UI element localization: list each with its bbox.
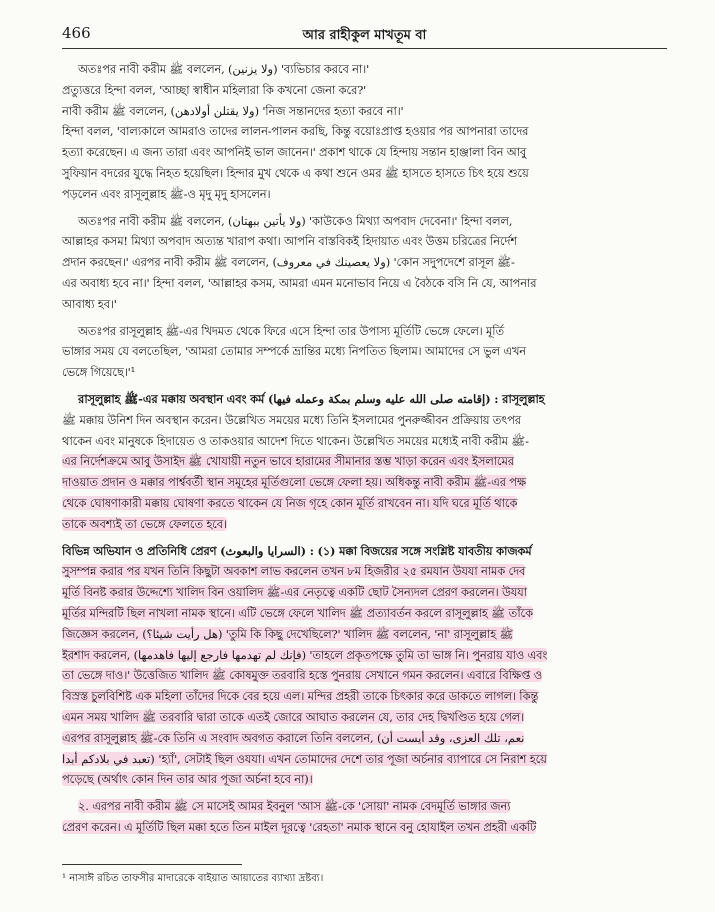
text-line: [62, 769, 667, 790]
text-line: [62, 211, 667, 232]
highlighted-text: জিজ্ঞেস করলেন, (هل رأيت شيئا؟) 'তুমি কি কিছু দেখেছিলে?' খালিদ ﷺ বললেন, 'না' রাসূলুল্লাহ ﷺ: [62, 626, 514, 641]
text-line: [62, 645, 667, 666]
highlighted-text: বিস্রস্ত চুলবিশিষ্ট এক মহিলা তাঁদের দিকে বের হয়ে এল। মন্দির প্রহরী তাকে চিৎকার করে ডাকতে লাগল। কিন্তু: [62, 689, 539, 704]
text-line: [62, 665, 667, 686]
line-text: আবাধ্য হব।': [62, 296, 117, 311]
highlighted-text: تعبد في بلادكم أبدا) 'হ্যাঁ', সেটাই ছিল ওযযা। এখন তোমাদের দেশে তার পূজা অর্চনার ব্যাপারে সে নিরাশ হয়ে: [62, 751, 547, 766]
line-text: হিন্দা বলল, 'বাল্যকালে আমরাও তাদের লালন-পালন করছি, কিন্তু বয়োঃপ্রাপ্ত হওয়ার পর আপনারা তাদের: [62, 124, 529, 139]
text-line: [62, 163, 667, 184]
line-text: অতঃপর নাবী করীম ﷺ বললেন, (ولا يزنين) 'ব্যভিচার করবে না।': [78, 62, 370, 76]
line-text: বিভিন্ন অভিযান ও প্রতিনিধি প্রেরণ (السرايا والبعوث) : (১) মক্কা বিজয়ের সঙ্গে সংশ্লিষ্ট যাবতীয় কাজকর্ম: [62, 543, 532, 558]
text-line: [62, 431, 667, 452]
text-line: [62, 142, 667, 163]
highlighted-text: ২. এরপর নাবী করীম ﷺ সে মাসেই আমর ইবনুল 'আস ﷺ-কে 'সোয়া' নামক বেদমূর্তি ভাঙ্গার জন্য: [78, 799, 511, 814]
text-line: [62, 410, 667, 431]
text-line: [62, 582, 667, 603]
highlighted-text: মূর্তি বিনষ্ট করার উদ্দেশ্যে খালিদ বিন ওয়ালিদ ﷺ-এর নেতৃত্বে একটি ছোট সৈন্যদল প্রেরণ করলেন। উযযা: [62, 585, 527, 600]
highlighted-text: তাকে অবশ্যই তা ভেঙ্গে ফেলতে হবে।: [62, 516, 227, 531]
header-rule: [62, 48, 667, 49]
line-text: ﷺ মক্কায় উনিশ দিন অবস্থান করেন। উল্লেখিত সময়ের মধ্যে তিনি ইসলামের পুনরুজ্জীবন প্রক্রিয়ায় তৎপর: [62, 412, 521, 427]
line-text: প্রত্যুত্তরে হিন্দা বলল, 'আচ্ছা স্বাধীন মহিলারা কি কখনো জেনা করে?': [62, 82, 367, 97]
text-line: [62, 184, 667, 205]
text-line: [62, 686, 667, 707]
line-text: এর অবাধ্য হবে না।' হিন্দা বলল, 'আল্লাহর কসম, আমরা এমন মনোভাব নিয়ে এ বৈঠকে বসি নি যে, আপনার: [62, 275, 537, 290]
text-line: [62, 389, 667, 410]
text-line: [62, 121, 667, 142]
highlighted-text: দাওয়াত প্রদান ও মক্কার পার্শ্ববর্তী স্থান সমূহের মূর্তিগুলো ভেঙ্গে ফেলা হয়। অধিকন্তু নাবী করীম ﷺ-এর পক্ষ: [62, 475, 527, 490]
text-line: [62, 796, 667, 817]
text-line: [62, 603, 667, 624]
highlighted-text: সুসম্পন্ন করার পর যখন তিনি কিছুটা অবকাশ লাভ করলেন তখন ৮ম হিজরীর ২৫ রমযান উযযা নামক দেব: [62, 564, 526, 579]
highlighted-text: মূর্তির মন্দিরটি ছিল নাখলা নামক স্থানে। এটি ভেঙ্গে ফেলে খালিদ ﷺ প্রত্যাবর্তন করলে রাসূলুল্লাহ ﷺ তাঁকে: [62, 605, 533, 620]
highlighted-text: ইরশাদ করলেন, (فإنك لم تهدمها فارجع إليها فاهدمها) 'তাহলে প্রকৃতপক্ষে তুমি তা ভাঙ্গ নি। পুনরায় যাও এবং: [62, 647, 548, 662]
text-line: [62, 341, 667, 362]
text-line: [62, 59, 667, 80]
highlighted-text: পড়েছে (অর্থাৎ কোন দিন তার আর পূজা অর্চনা হবে না)।: [62, 772, 313, 787]
text-line: [62, 728, 667, 749]
page-header: [62, 20, 667, 46]
text-line: [62, 514, 667, 535]
text-line: [62, 451, 667, 472]
highlighted-text: থেকে ঘোষণাকারী মক্কায় ঘোষণা করতে থাকেন যে নিজ গৃহে কোন মূর্তি রাখবেন না। যদি ঘরে মূর্তি থাকে: [62, 495, 518, 510]
highlighted-text: এমন সময় খালিদ ﷺ তরবারি দ্বারা তাকে এতই জোরে আঘাত করলেন যে, তার দেহ দ্বিখণ্ডিত হয়ে গেল।: [62, 709, 525, 724]
running-head: আর রাহীকুল মাখতূম বা: [302, 28, 427, 43]
page-number: 466: [62, 24, 91, 42]
text-line: [62, 273, 667, 294]
text-line: [62, 493, 667, 514]
line-text: আল্লাহর কসম! মিথ্যা অপবাদ অত্যন্ত খারাপ কথা। আপনি বাস্তবিকই হিদায়াত এবং উত্তম চরিত্রের নির্দেশ: [62, 234, 517, 249]
text-line: [62, 472, 667, 493]
line-text: রাসূলুল্লাহ ﷺ-এর মক্কায় অবস্থান এবং কর্ম (إقامته صلى الله عليه وسلم بمكة وعمله فيها) : রাসূলুল্লাহ: [78, 391, 545, 406]
text-line: [62, 101, 667, 122]
line-text: হত্যা করেছেন। এ জন্য তারা এবং আপনিই ভাল জানেন।' প্রকাশ থাকে যে হিন্দায় সন্তান হাঞ্জালা বিন আবু: [62, 145, 527, 160]
line-text: প্রদান করছেন।' এরপর নাবী করীম ﷺ বললেন, (ولا يعصينك في معروف) 'কোন সদুপদেশে রাসূল ﷺ-: [62, 255, 515, 270]
footnote-rule: [62, 864, 242, 865]
line-text: অতঃপর রাসূলুল্লাহ ﷺ-এর খিদমত থেকে ফিরে এসে হিন্দা তার উপাস্য মূর্তিটি ভেঙ্গে ফেলে। মূর্তি: [78, 323, 504, 338]
text-line: [62, 749, 667, 770]
text-line: [62, 707, 667, 728]
highlighted-text: এর নির্দেশক্রমে আবু উসাইদ ﷺ খোযায়ী নতুন ভাবে হারামের সীমানার স্তম্ভ খাড়া করেন এবং ইসলামের: [62, 454, 514, 469]
line-text: সুফিয়ান বদরের যুদ্ধে নিহত হয়েছিল। হিন্দার মুখ থেকে এ কথা শুনে ওমর ﷺ হাসতে হাসতে চিৎ হয়ে শুয়ে: [62, 165, 529, 180]
text-line: [62, 321, 667, 342]
footnote: ¹ নাসাঈ রচিত তাফসীর মাদারেকে বাইয়াত আয়াতের ব্যাখ্যা দ্রষ্টব্য।: [62, 872, 324, 884]
line-text: থাকেন এবং মানুষকে হিদায়েত ও তাকওয়ার আদেশ দিতে থাকেন। উল্লেখিত সময়ের মধ্যেই নাবী করীম ﷺ-: [62, 433, 530, 448]
line-text: পড়লেন এবং রাসূলুল্লাহ ﷺ-ও মৃদু মৃদু হাসলেন।: [62, 186, 271, 201]
line-text: অতঃপর নাবী করীম ﷺ বললেন, (ولا يأتين ببهتان) 'কাউকেও মিথ্যা অপবাদ দেবেনা।' হিন্দা বলল,: [78, 213, 513, 228]
text-line: [62, 294, 667, 315]
highlighted-text: প্রেরণ করেন। এ মূর্তিটি ছিল মক্কা হতে তিন মাইল দূরত্বে 'রেহতা' নমাক স্থানে বনু হোযাইল তখন প্রহরী একটি: [62, 819, 537, 834]
line-text: ভাঙ্গার সময় যে বলতেছিল, 'আমরা তোমার সম্পর্কে ভ্রান্তির মধ্যে নিপতিত ছিলাম। আমাদের সে ভুল এখন: [62, 344, 526, 359]
text-line: [62, 817, 667, 838]
text-line: [62, 541, 667, 562]
text-line: [62, 80, 667, 101]
text-line: [62, 624, 667, 645]
body-text: [62, 59, 667, 838]
text-line: [62, 231, 667, 252]
highlighted-text: এরপর রাসূলুল্লাহ ﷺ-কে তিনি এ সংবাদ অবগত করালে তিনি বললেন, (نعم، تلك العزى، وقد أيست أن: [62, 730, 525, 745]
text-line: [62, 362, 667, 383]
text-line: [62, 252, 667, 273]
line-text: ভেঙ্গে গিয়েছে।'¹: [62, 365, 136, 380]
line-text: নাবী করীম ﷺ বললেন, (ولا يقتلن أولادهن) 'নিজ সন্তানদের হত্যা করবে না।': [62, 103, 404, 118]
text-line: [62, 561, 667, 582]
highlighted-text: তা ভেঙ্গে দাও।' উত্তেজিত খালিদ ﷺ কোষমুক্ত তরবারি হস্তে পুনরায় সেখানে গমন করলেন। এবারে বিক্ষিপ্ত ও: [62, 668, 542, 683]
